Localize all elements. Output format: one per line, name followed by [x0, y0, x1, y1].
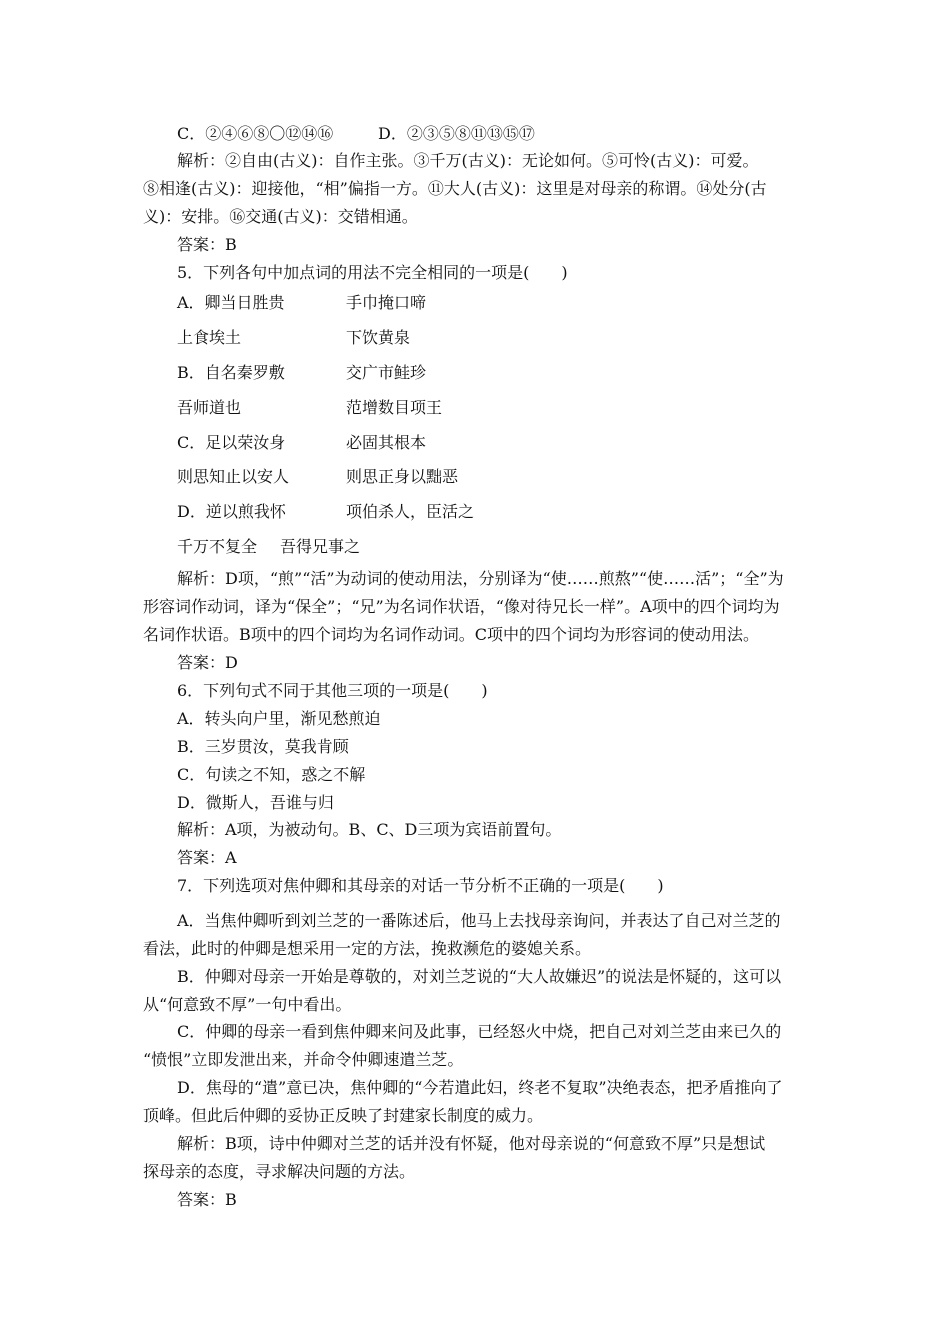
q4-analysis-line: ⑧相逢(古义)：迎接他，“相”偏指一方。⑪大人(古义)：这里是对母亲的称谓。⑭处分(古	[143, 179, 767, 198]
q6-option: A．转头向户里，渐见愁煎迫	[177, 709, 381, 728]
q5-row-left: 吾师道也	[177, 398, 242, 417]
q5-row-left: 则思知止以安人	[177, 467, 290, 486]
q5-row-right: 下饮黄泉	[346, 328, 411, 347]
q7-option-d-line: 顶峰。但此后仲卿的妥协正反映了封建家长制度的威力。	[143, 1106, 544, 1125]
q7-stem: 7．下列选项对焦仲卿和其母亲的对话一节分析不正确的一项是( )	[177, 876, 664, 895]
q5-row-right: 交广市鲑珍	[346, 363, 427, 382]
q5-analysis-line: 名词作状语。B项中的四个词均为名词作动词。C项中的四个词均为形容词的使动用法。	[143, 625, 760, 644]
q7-answer: 答案：B	[177, 1190, 237, 1209]
q5-row-left: 千万不复全	[177, 537, 258, 556]
q5-answer: 答案：D	[177, 653, 238, 672]
q5-row-left: B．自名秦罗敷	[177, 363, 285, 382]
q7-option-c-line: C．仲卿的母亲一看到焦仲卿来问及此事，已经怒火中烧，把自己对刘兰芝由来已久的	[177, 1022, 782, 1041]
q4-option-d: D．②③⑤⑧⑪⑬⑮⑰	[378, 124, 535, 143]
q6-option: B．三岁贯汝，莫我肯顾	[177, 737, 349, 756]
q6-answer: 答案：A	[177, 848, 237, 867]
q7-option-b-line: B．仲卿对母亲一开始是尊敬的，对刘兰芝说的“大人故嫌迟”的说法是怀疑的，这可以	[177, 967, 782, 986]
q7-analysis-line: 解析：B项，诗中仲卿对兰芝的话并没有怀疑，他对母亲说的“何意致不厚”只是想试	[177, 1134, 766, 1153]
q4-answer: 答案：B	[177, 235, 237, 254]
q6-option: D．微斯人，吾谁与归	[177, 793, 334, 812]
q5-row-right: 则思正身以黜恶	[346, 467, 459, 486]
q7-option-a-line: A．当焦仲卿听到刘兰芝的一番陈述后，他马上去找母亲询问，并表达了自己对兰芝的	[177, 911, 781, 930]
q4-option-c: C．②④⑥⑧〇⑫⑭⑯	[177, 124, 334, 143]
q5-analysis-line: 解析：D项，“煎”“活”为动词的使动用法，分别译为“使……煎熬”“使……活”；“全”为	[177, 569, 784, 588]
q7-option-a-line: 看法，此时的仲卿是想采用一定的方法，挽救濒危的婆媳关系。	[143, 939, 592, 958]
q5-row-left: 上食埃土	[177, 328, 242, 347]
q5-row-left: A．卿当日胜贵	[177, 293, 285, 312]
q6-analysis: 解析：A项，为被动句。B、C、D三项为宾语前置句。	[177, 820, 562, 839]
q5-row-left: D．逆以煎我怀	[177, 502, 286, 521]
q7-option-b-line: 从“何意致不厚”一句中看出。	[143, 995, 352, 1014]
q5-row-right: 手巾掩口啼	[346, 293, 427, 312]
q7-option-d-line: D．焦母的“遣”意已决，焦仲卿的“今若遣此妇，终老不复取”决绝表态，把矛盾推向了	[177, 1078, 783, 1097]
q5-row-right: 范增数目项王	[346, 398, 443, 417]
q4-analysis-line: 解析：②自由(古义)：自作主张。③千万(古义)：无论如何。⑤可怜(古义)：可爱。	[177, 151, 759, 170]
q7-option-c-line: “愤恨”立即发泄出来，并命令仲卿速遣兰芝。	[143, 1050, 464, 1069]
q5-row-left: C．足以荣汝身	[177, 433, 286, 452]
q5-row-right: 吾得兄事之	[280, 537, 361, 556]
q5-row-right: 必固其根本	[346, 433, 427, 452]
q6-stem: 6．下列句式不同于其他三项的一项是( )	[177, 681, 488, 700]
q5-row-right: 项伯杀人，臣活之	[346, 502, 475, 521]
q5-stem: 5．下列各句中加点词的用法不完全相同的一项是( )	[177, 263, 568, 282]
q6-option: C．句读之不知，惑之不解	[177, 765, 366, 784]
q5-analysis-line: 形容词作动词，译为“保全”；“兄”为名词作状语，“像对待兄长一样”。A项中的四个词均为	[143, 597, 780, 616]
q7-analysis-line: 探母亲的态度，寻求解决问题的方法。	[143, 1162, 416, 1181]
q4-analysis-line: 义)：安排。⑯交通(古义)：交错相通。	[143, 207, 418, 226]
